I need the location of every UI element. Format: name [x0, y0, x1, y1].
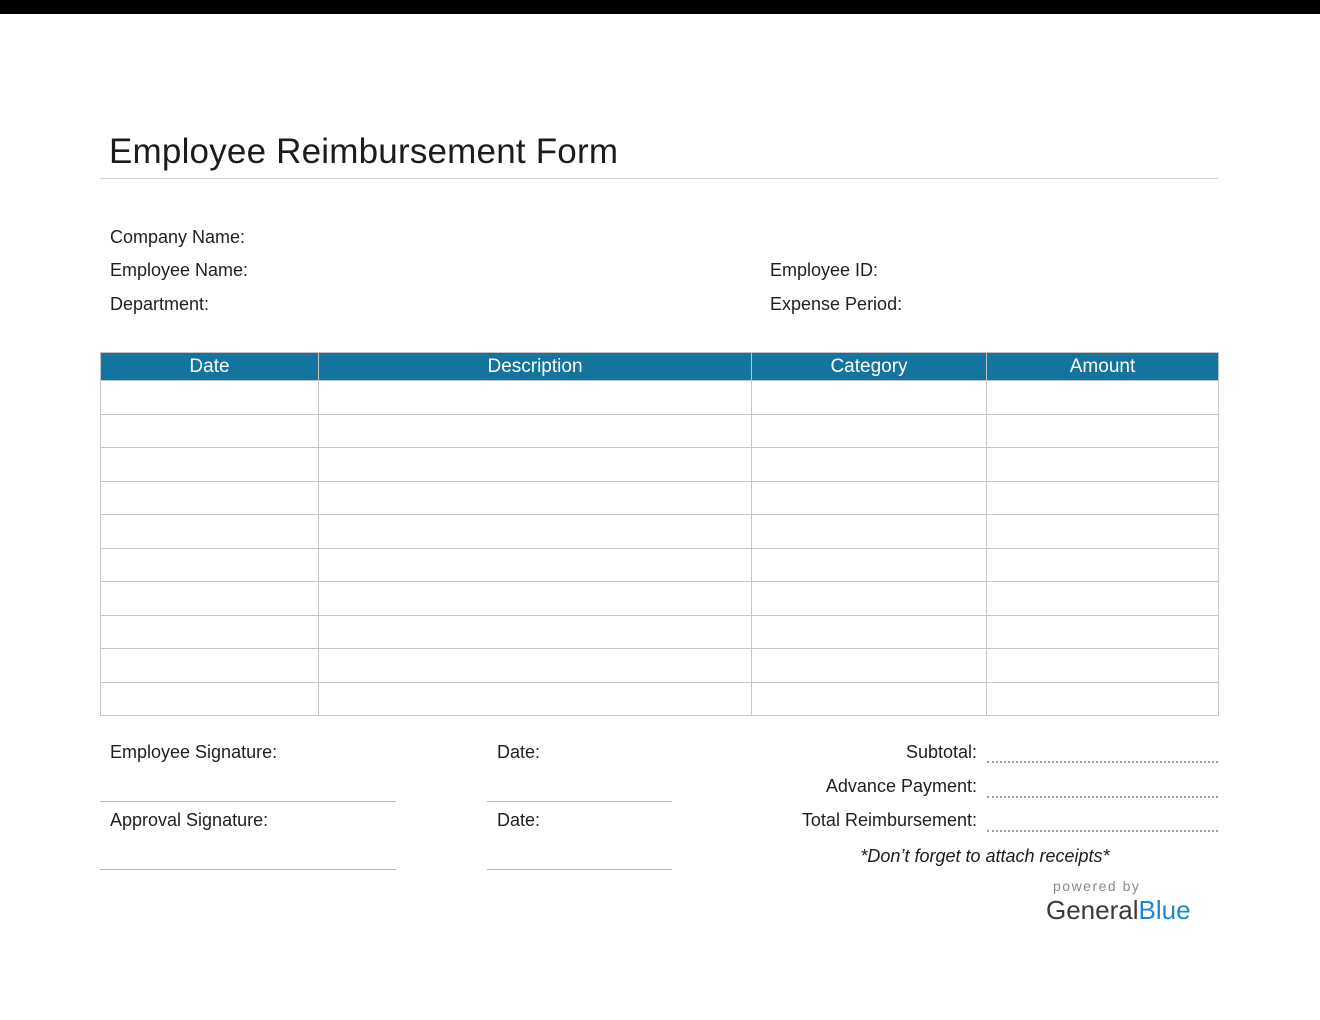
department-label: Department:	[110, 294, 210, 314]
table-row	[101, 582, 1219, 616]
table-row	[101, 682, 1219, 716]
table-cell	[987, 414, 1219, 448]
approval-date-line	[487, 869, 672, 870]
approval-signature-line	[100, 869, 396, 870]
employee-date-line	[487, 801, 672, 802]
table-cell	[101, 381, 319, 415]
logo-text-blue: Blue	[1138, 895, 1191, 925]
table-cell	[319, 682, 752, 716]
table-row	[101, 615, 1219, 649]
table-cell	[987, 582, 1219, 616]
table-cell	[752, 414, 987, 448]
table-cell	[101, 548, 319, 582]
column-header-amount: Amount	[987, 353, 1219, 381]
table-cell	[319, 381, 752, 415]
employee-signature-line	[100, 801, 396, 802]
column-header-description: Description	[319, 353, 752, 381]
table-cell	[752, 448, 987, 482]
table-cell	[319, 414, 752, 448]
table-cell	[987, 515, 1219, 549]
table-row	[101, 649, 1219, 683]
table-row	[101, 414, 1219, 448]
table-cell	[319, 548, 752, 582]
powered-by-label: powered by	[1053, 878, 1141, 894]
table-cell	[101, 615, 319, 649]
table-cell	[319, 615, 752, 649]
top-black-bar	[0, 0, 1320, 14]
table-cell	[101, 682, 319, 716]
table-cell	[319, 515, 752, 549]
table-cell	[101, 515, 319, 549]
table-cell	[101, 582, 319, 616]
advance-payment-value-line	[987, 796, 1218, 798]
company-name-label: Company Name:	[110, 227, 246, 247]
subtotal-label: Subtotal:	[905, 742, 977, 762]
expense-period-label: Expense Period:	[770, 294, 903, 314]
table-cell	[987, 615, 1219, 649]
advance-payment-label: Advance Payment:	[825, 776, 977, 796]
table-cell	[101, 414, 319, 448]
table-row	[101, 515, 1219, 549]
table-header-row	[101, 353, 1219, 381]
table-cell	[752, 548, 987, 582]
employee-name-label: Employee Name:	[110, 260, 249, 280]
employee-signature-label: Employee Signature:	[110, 742, 278, 762]
table-cell	[319, 582, 752, 616]
column-header-date: Date	[101, 353, 319, 381]
table-cell	[752, 682, 987, 716]
table-cell	[101, 481, 319, 515]
table-cell	[987, 682, 1219, 716]
employee-id-label: Employee ID:	[770, 260, 879, 280]
table-cell	[752, 649, 987, 683]
table-cell	[319, 649, 752, 683]
title-divider	[100, 178, 1218, 179]
table-cell	[752, 381, 987, 415]
total-reimbursement-label: Total Reimbursement:	[801, 810, 977, 830]
table-cell	[101, 649, 319, 683]
expense-table	[100, 352, 1218, 716]
table-cell	[752, 615, 987, 649]
table-cell	[752, 481, 987, 515]
table-cell	[319, 481, 752, 515]
table-row	[101, 381, 1219, 415]
approval-date-label: Date:	[497, 810, 541, 830]
table-cell	[752, 515, 987, 549]
table-row	[101, 448, 1219, 482]
table-cell	[101, 448, 319, 482]
table-cell	[319, 448, 752, 482]
table-row	[101, 548, 1219, 582]
table-cell	[987, 481, 1219, 515]
table-cell	[987, 649, 1219, 683]
general-blue-logo	[1046, 895, 1191, 926]
table-cell	[987, 548, 1219, 582]
approval-signature-label: Approval Signature:	[110, 810, 269, 830]
page-title: Employee Reimbursement Form	[109, 132, 619, 171]
table-cell	[987, 448, 1219, 482]
expense-table-body	[101, 381, 1219, 716]
logo-text-general: General	[1046, 895, 1139, 925]
total-reimbursement-value-line	[987, 830, 1218, 832]
subtotal-value-line	[987, 761, 1218, 763]
table-cell	[987, 381, 1219, 415]
table-cell	[752, 582, 987, 616]
employee-date-label: Date:	[497, 742, 541, 762]
attach-receipts-note: *Don’t forget to attach receipts*	[860, 846, 1110, 866]
column-header-category: Category	[752, 353, 987, 381]
table-row	[101, 481, 1219, 515]
